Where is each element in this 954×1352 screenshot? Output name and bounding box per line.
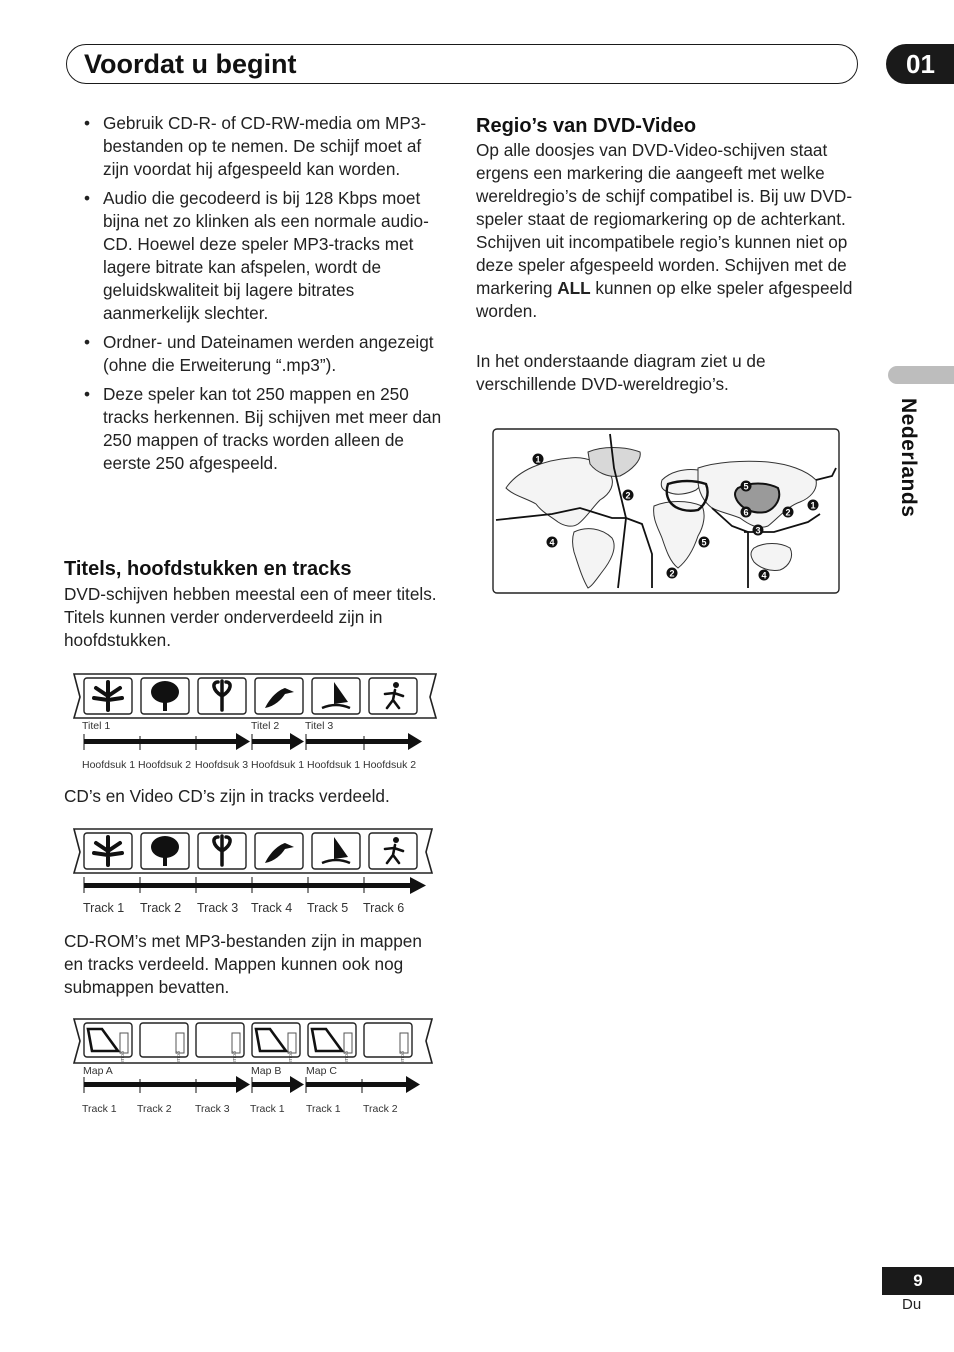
- folder-icon: [308, 1023, 356, 1062]
- chapter-label: Hoofdsuk 2: [363, 759, 417, 771]
- region-marker: 2: [669, 568, 675, 579]
- track-label: Track 5: [307, 901, 349, 915]
- region-marker: 1: [535, 454, 541, 465]
- language-label: Nederlands: [897, 398, 920, 518]
- regions-text-before: Op alle doosjes van DVD-Video-schijven staat ergens een markering die aangeeft met welke wereldregio’s de schijf compatibel is. Bij uw DVD-speler staat de regiomarkering op de achterkant. Schijven uit incompatibele regio’s kunnen niet op deze speler afgespeeld worden. Schijven met de markering: [476, 140, 853, 298]
- page-title: Voordat u begint: [84, 49, 297, 79]
- chapter-label: Hoofdsuk 1: [82, 759, 136, 771]
- region-marker: 2: [625, 490, 631, 501]
- track-label: Track 2: [137, 1103, 172, 1115]
- skater-icon: [369, 678, 417, 714]
- title-label: Titel 1: [82, 720, 111, 732]
- skater-icon: [369, 833, 417, 869]
- file-tag: mp3: [232, 1051, 238, 1062]
- folder-icon: [252, 1023, 300, 1062]
- region-marker: 5: [743, 481, 749, 492]
- region-marker: 4: [761, 570, 767, 581]
- file-tag: mp3: [176, 1051, 182, 1062]
- lily-icon: [198, 833, 246, 869]
- folder-icon: [84, 1023, 132, 1062]
- regions-heading: Regio’s van DVD-Video: [476, 115, 697, 137]
- folder-label: Map B: [251, 1065, 282, 1077]
- title-label: Titel 3: [305, 720, 334, 732]
- title-label: Titel 2: [251, 720, 280, 732]
- region-marker: 6: [743, 507, 749, 518]
- windsurfer-icon: [312, 833, 360, 869]
- track-label: Track 1: [250, 1103, 285, 1115]
- track-label: Track 6: [363, 901, 405, 915]
- file-tag: mp3: [344, 1051, 350, 1062]
- page-number: 9: [882, 1267, 954, 1295]
- cd-tracks-diagram: [70, 825, 440, 917]
- dvd-region-map: [492, 428, 840, 594]
- titles-intro: DVD-schijven hebben meestal een of meer titels. Titels kunnen verder onderverdeeld zijn in hoofdstukken.: [64, 584, 437, 650]
- cannabis-leaf-icon: [84, 678, 132, 714]
- track-label: Track 1: [82, 1103, 117, 1115]
- tree-icon: [141, 833, 189, 869]
- file-tag: mp3: [288, 1051, 294, 1062]
- file-tag: mp3: [400, 1051, 406, 1062]
- mp3-file-icon: [196, 1023, 244, 1062]
- regions-diagram-intro: In het onderstaande diagram ziet u de verschillende DVD-wereldregio’s.: [476, 351, 766, 394]
- chapter-label: Hoofdsuk 1: [307, 759, 361, 771]
- page-language-code: Du: [902, 1296, 922, 1313]
- dvd-structure-diagram: [70, 670, 440, 778]
- track-label: Track 4: [251, 901, 293, 915]
- region-marker: 4: [549, 537, 555, 548]
- cannabis-leaf-icon: [84, 833, 132, 869]
- regions-text-after: kunnen op elke speler afgespeeld worden.: [476, 278, 853, 321]
- chapter-label: Hoofdsuk 1: [251, 759, 305, 771]
- tree-icon: [141, 678, 189, 714]
- mp3-file-icon: [364, 1023, 412, 1062]
- bullet-item: • Deze speler kan tot 250 mappen en 250 tracks herkennen. Bij schijven met meer dan 250 mappen of tracks worden alleen de eerste 250 afgespeeld.: [82, 383, 444, 475]
- folder-label: Map A: [83, 1065, 113, 1077]
- region-marker: 5: [701, 537, 707, 548]
- cd-text: CD’s en Video CD’s zijn in tracks verdeeld.: [64, 786, 390, 806]
- track-label: Track 3: [197, 901, 239, 915]
- region-marker: 2: [785, 507, 791, 518]
- track-label: Track 1: [83, 901, 125, 915]
- mp3-file-icon: [140, 1023, 188, 1062]
- track-label: Track 2: [140, 901, 182, 915]
- rom-text: CD-ROM’s met MP3-bestanden zijn in mappen en tracks verdeeld. Mappen kunnen ook nog submappen bevatten.: [64, 931, 422, 997]
- file-tag: mp3: [120, 1051, 126, 1062]
- chapter-label: Hoofdsuk 3: [195, 759, 249, 771]
- track-label: Track 1: [306, 1103, 341, 1115]
- track-label: Track 2: [363, 1103, 398, 1115]
- titles-heading: Titels, hoofdstukken en tracks: [64, 558, 352, 580]
- bullet-list: [82, 112, 444, 481]
- bullet-item: • Audio die gecodeerd is bij 128 Kbps moet bijna net zo klinken als een normale audio-CD. Hoewel deze speler MP3-tracks met lagere bitrate kan afspelen, wordt de geluidskwaliteit bij lagere bitrates aanmerkelijk slechter.: [82, 187, 444, 325]
- toucan-icon: [255, 833, 303, 869]
- regions-paragraph: [476, 139, 860, 323]
- chapter-badge: 01: [886, 44, 954, 84]
- windsurfer-icon: [312, 678, 360, 714]
- all-marking: ALL: [557, 278, 591, 298]
- language-tab: [888, 366, 954, 384]
- bullet-item: • Ordner- und Dateinamen werden angezeigt (ohne die Erweiterung “.mp3”).: [82, 331, 444, 377]
- track-label: Track 3: [195, 1103, 230, 1115]
- chapter-label: Hoofdsuk 2: [138, 759, 192, 771]
- bullet-item: • Gebruik CD-R- of CD-RW-media om MP3-bestanden op te nemen. De schijf moet af zijn voordat hij afgespeeld kan worden.: [82, 112, 444, 181]
- region-marker: 1: [810, 500, 816, 511]
- folder-label: Map C: [306, 1065, 337, 1077]
- cdrom-folders-diagram: [70, 1015, 440, 1120]
- lily-icon: [198, 678, 246, 714]
- toucan-icon: [255, 678, 303, 714]
- region-marker: 3: [755, 525, 761, 536]
